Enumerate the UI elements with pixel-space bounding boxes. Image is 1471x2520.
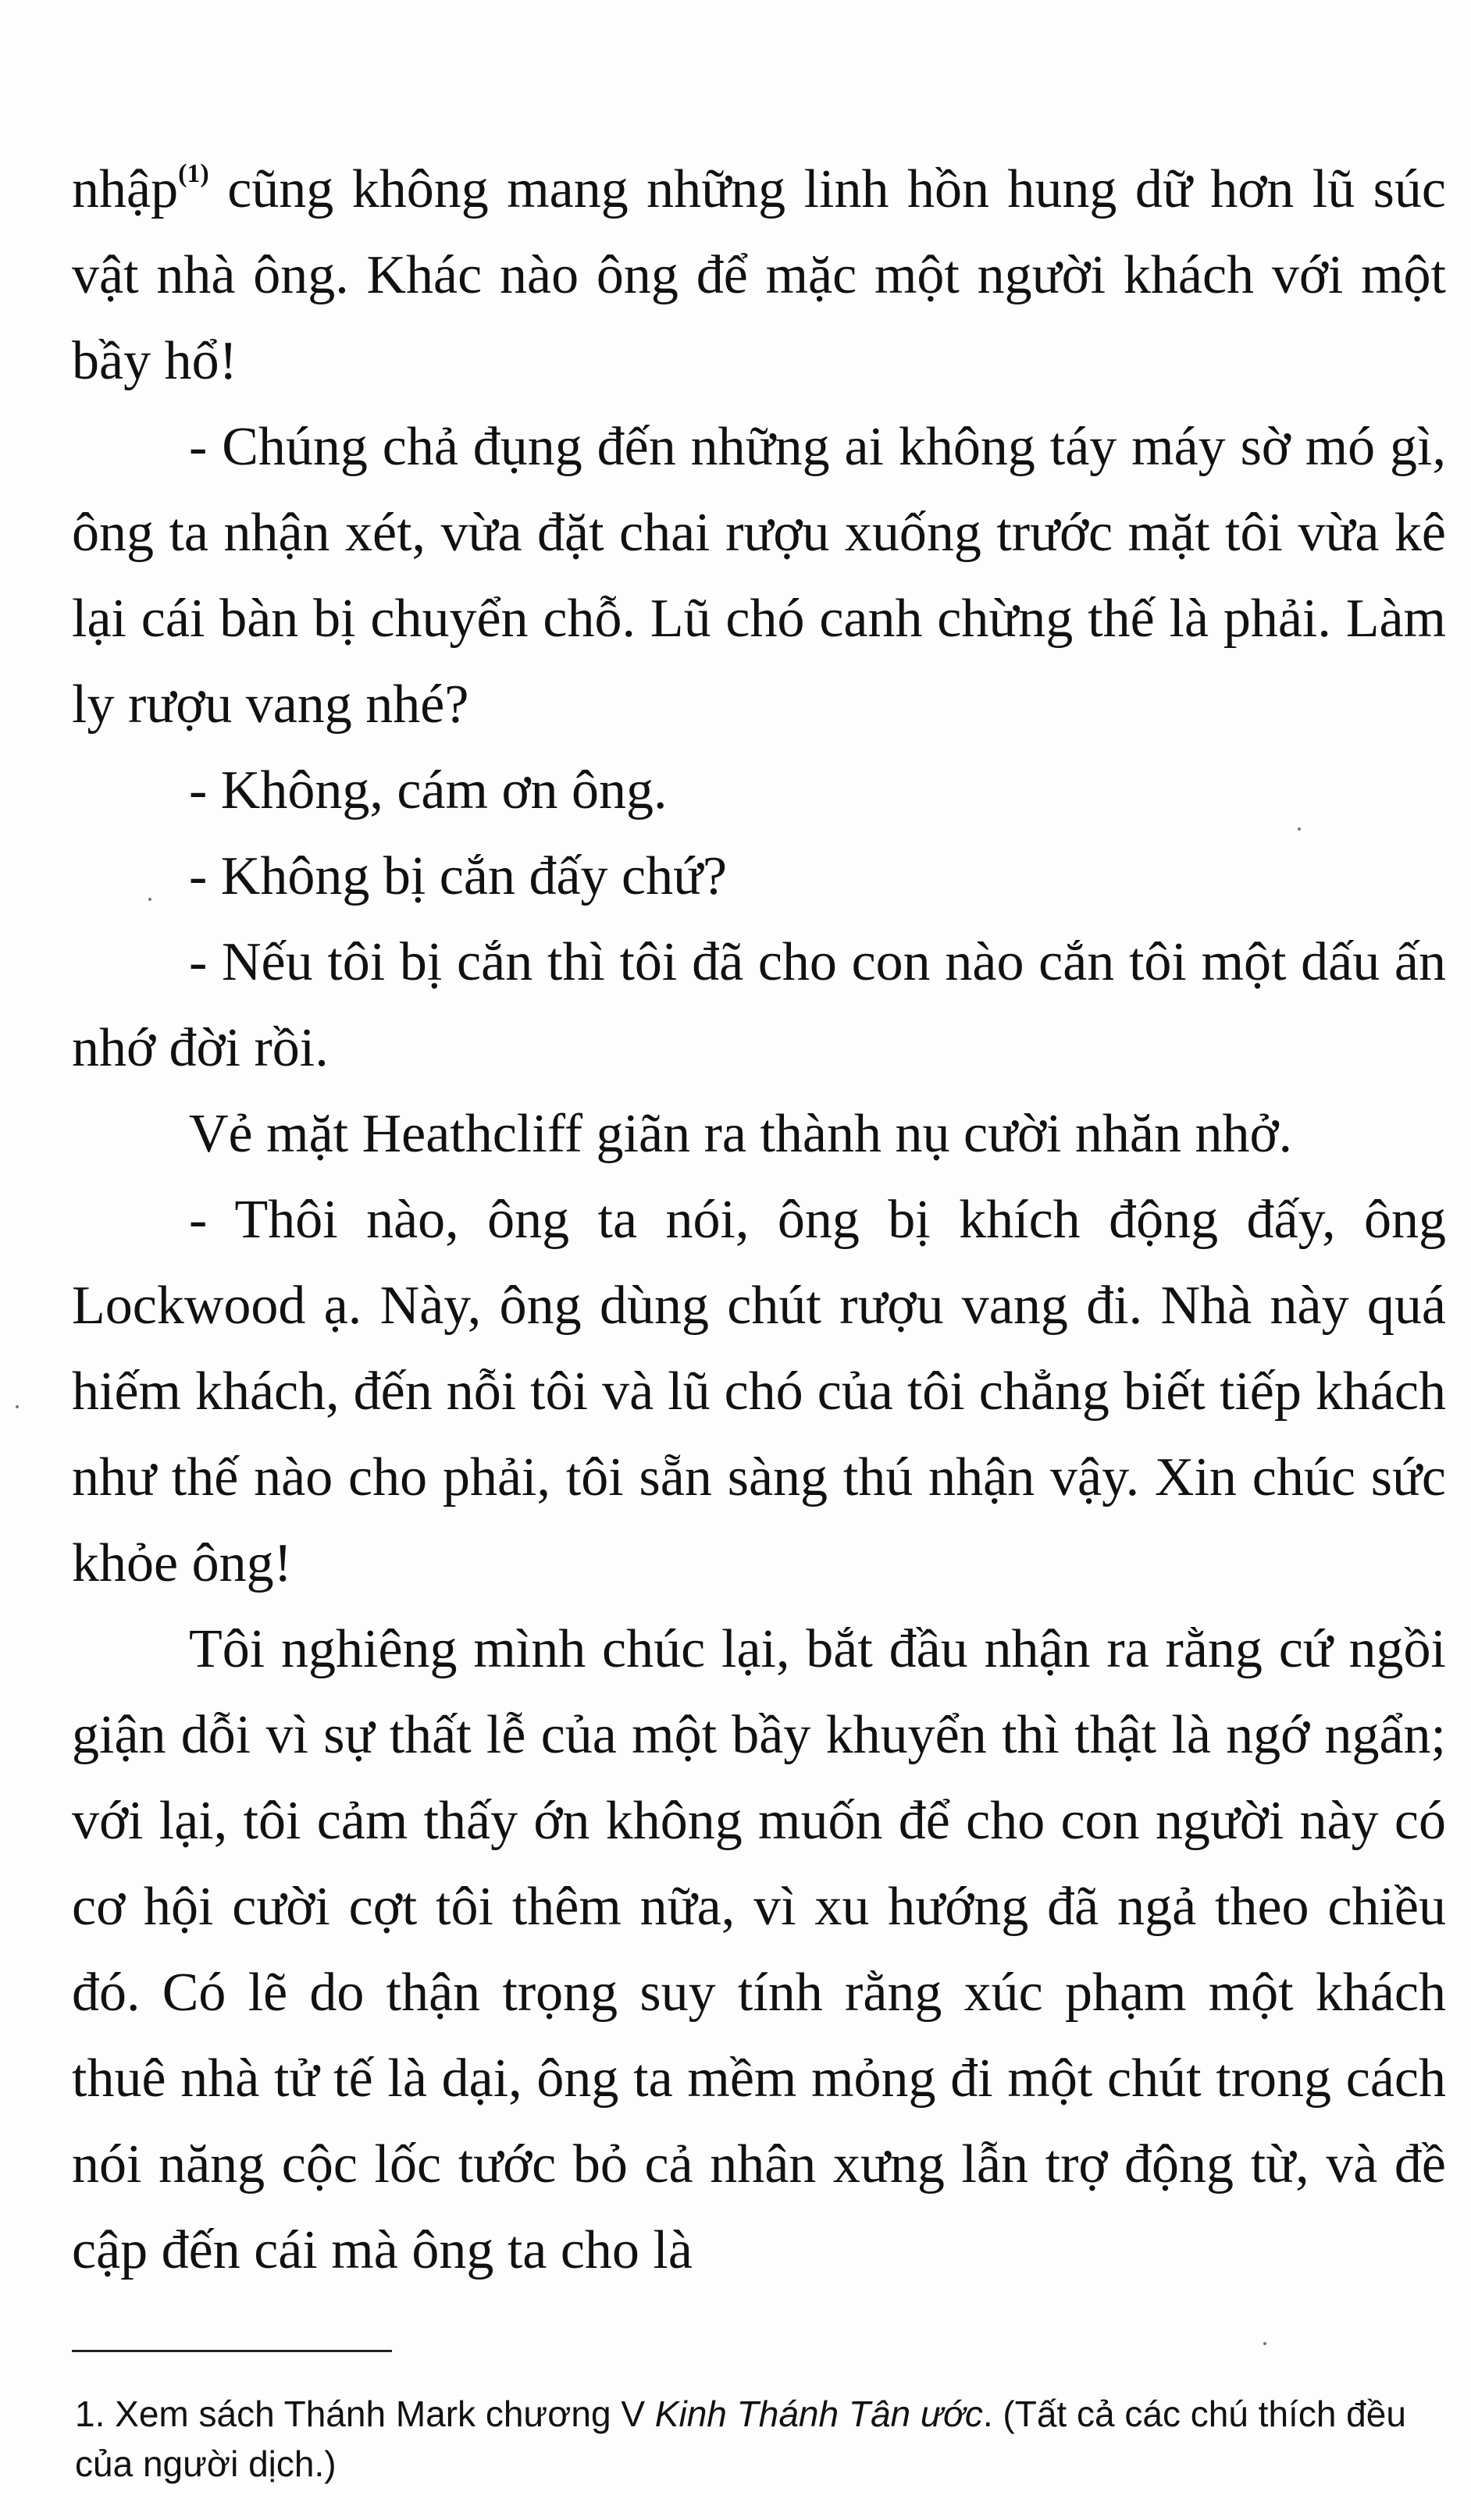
paragraph: - Chúng chả đụng đến những ai không táy máy sờ mó gì, ông ta nhận xét, vừa đặt chai rượu xuống trước mặt tôi vừa kê lại cái bàn bị chuyển chỗ. Lũ chó canh chừng thế là phải. Làm ly rượu vang nhé? [72, 417, 1446, 735]
paragraph-text: cũng không mang những linh hồn hung dữ hơn lũ súc vật nhà ông. Khác nào ông để mặc một người khách với một bầy hổ! [72, 159, 1446, 391]
print-speck [1298, 828, 1301, 831]
print-speck [148, 898, 151, 901]
paragraph: - Thôi nào, ông ta nói, ông bị khích động đấy, ông Lockwood ạ. Này, ông dùng chút rượu vang đi. Nhà này quá hiếm khách, đến nỗi tôi và lũ chó của tôi chẳng biết tiếp khách như thế nào cho phải, tôi sẵn sàng thú nhận vậy. Xin chúc sức khỏe ông! [72, 1190, 1446, 1593]
footnote-marker: (1) [178, 159, 209, 188]
footnote-text [75, 2389, 1449, 2489]
footnote-prefix: 1. Xem sách Thánh Mark chương V [75, 2394, 655, 2434]
paragraph: Vẻ mặt Heathcliff giãn ra thành nụ cười nhăn nhở. [189, 1104, 1293, 1164]
paragraph-continued [72, 147, 1446, 404]
footnote [75, 2389, 1449, 2489]
body-text [72, 147, 1446, 2294]
paragraph: - Không, cám ơn ông. [189, 760, 668, 820]
print-speck [16, 1405, 19, 1408]
paragraph: Tôi nghiêng mình chúc lại, bắt đầu nhận ra rằng cứ ngồi giận dỗi vì sự thất lễ của một bầy khuyển thì thật là ngớ ngẩn; với lại, tôi cảm thấy ớn không muốn để cho con người này có cơ hội cười cợt tôi thêm nữa, vì xu hướng đã ngả theo chiều đó. Có lẽ do thận trọng suy tính rằng xúc phạm một khách thuê nhà tử tế là dại, ông ta mềm mỏng đi một chút trong cách nói năng cộc lốc tước bỏ cả nhân xưng lẫn trợ động từ, và đề cập đến cái mà ông ta cho là [72, 1619, 1446, 2280]
print-speck [1263, 2342, 1266, 2345]
footnote-divider [72, 2350, 392, 2352]
footnote-book-title: Kinh Thánh Tân ước [654, 2394, 983, 2434]
paragraph: - Nếu tôi bị cắn thì tôi đã cho con nào cắn tôi một dấu ấn nhớ đời rồi. [72, 932, 1446, 1078]
paragraph: - Không bị cắn đấy chứ? [189, 846, 728, 906]
paragraph-text: nhập [72, 159, 179, 219]
footnote-suffix: . (Tất cả các chú thích đều của người dịch.) [75, 2394, 1406, 2484]
